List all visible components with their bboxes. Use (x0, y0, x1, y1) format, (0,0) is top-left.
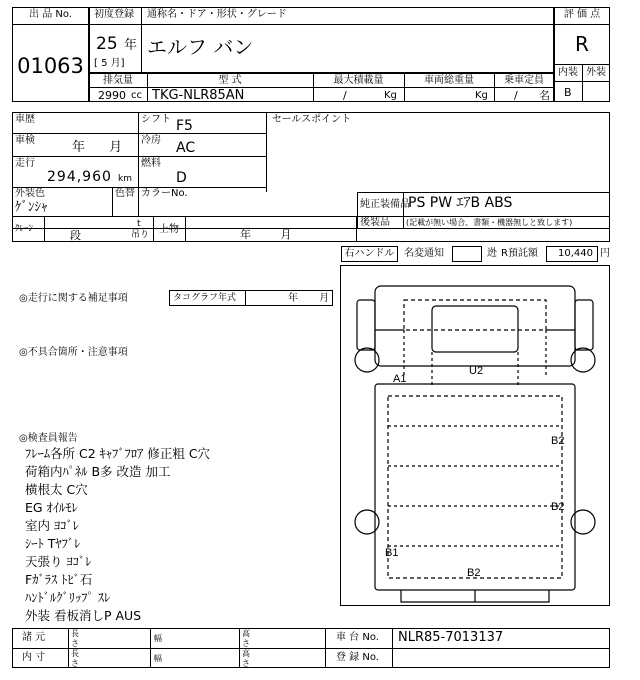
equipment-label: 純正装備品 (360, 199, 410, 210)
capacity-slash: / (514, 89, 518, 102)
first-reg-year: 25 (96, 34, 118, 54)
maxload-label: 最大積載量 (333, 75, 384, 86)
uppers-label: 上物 (159, 224, 179, 235)
maxload-unit: Kg (384, 90, 397, 101)
inspector-line: EG ｵｲﾙﾓﾚ (25, 500, 78, 515)
inspection-value: 年 月 (72, 140, 123, 155)
damage-mark: B2 (551, 501, 565, 513)
driving-note-label: ◎走行に関する補足事項 (19, 293, 128, 304)
damage-mark: A1 (393, 373, 407, 385)
lot-label: 出 品 No. (29, 9, 72, 20)
deposit-label: 迯 (487, 248, 497, 259)
rear-door (401, 590, 549, 602)
displacement-label: 排気量 (103, 75, 133, 86)
damage-mark: B1 (385, 547, 399, 559)
name-change-label: 名変通知 (404, 248, 444, 259)
interior-grade: B (564, 86, 572, 99)
inspector-line: 室内 ﾖｺﾞﾚ (25, 518, 79, 533)
inspector-line: 横根太 C穴 (25, 482, 88, 497)
recycle-amount: 10,440 (546, 246, 598, 262)
damage-mark: U2 (469, 365, 484, 377)
defects-label: ◎不具合箇所・注意事項 (19, 347, 128, 358)
cargo-ribs (388, 426, 565, 546)
mileage-unit: km (118, 174, 132, 184)
fuel-label: 燃料 (141, 158, 161, 169)
model-name: エルフ バン (147, 35, 254, 59)
tacho-label: タコグラフ年式 (173, 293, 237, 303)
displacement-value: 2990 (98, 89, 126, 102)
uppers-value: 年 月 (240, 228, 292, 241)
ext-color-value: ｹﾞﾝｼｬ (15, 200, 48, 215)
grade-label: 評 価 点 (563, 9, 601, 20)
inspector-line: ﾊﾝﾄﾞﾙｸﾞﾘｯﾌﾟ ｽﾚ (25, 590, 111, 605)
inspector-label: ◎検査員報告 (19, 433, 78, 444)
cargo-box (375, 384, 575, 590)
name-change-box (452, 246, 482, 262)
type-label: 型 式 (218, 75, 242, 86)
damage-mark: B2 (551, 435, 565, 447)
shift-value: F5 (176, 118, 193, 134)
height-label: 高さ (242, 649, 250, 668)
inspector-lines (0, 446, 340, 626)
ac-label: 冷房 (141, 135, 161, 146)
equipment-value: PS PW ｴｱB ABS (408, 195, 513, 211)
shift-label: シフト (141, 114, 171, 125)
mirror-right (575, 300, 593, 350)
yen-unit: 円 (600, 248, 610, 259)
windshield (432, 306, 518, 352)
dims-footer-label: 内 寸 (22, 652, 46, 663)
capacity-unit: 名 (539, 89, 550, 102)
length-label: 長さ (71, 649, 79, 668)
crane-hang: 吊り (131, 230, 150, 240)
cab-outline (375, 286, 575, 366)
aftermarket-label: 後装品 (360, 217, 390, 228)
inspector-line: Fｶﾞﾗｽ ﾄﾋﾞ石 (25, 572, 93, 587)
color-no-label: カラーNo. (141, 188, 188, 199)
recycle-label: R預託額 (501, 248, 538, 259)
chassis-label: 車 台 No. (336, 632, 379, 643)
mirror-left (357, 300, 375, 350)
door-left (404, 330, 432, 386)
spec-footer-label: 諸 元 (22, 632, 46, 643)
inspector-line: 外装 看板消しP AUS (25, 608, 142, 623)
color-change-label: 色替 (115, 188, 135, 199)
first-reg-month: [ 5 月] (94, 58, 125, 69)
inspector-line: 荷箱内ﾊﾟﾈﾙ B多 改造 加工 (25, 464, 171, 479)
mileage-label: 走行 (15, 158, 35, 169)
width-label: 幅 (154, 654, 162, 663)
aftermarket-note: (記載が無い場合、書類・機器無しと致します) (406, 218, 573, 227)
mileage-value: 294,960 (47, 169, 112, 185)
maxload-slash: / (343, 89, 347, 102)
year-unit: 年 (124, 38, 138, 53)
sales-point-label: セールスポイント (272, 114, 352, 125)
history-label: 車歴 (15, 114, 35, 125)
crane-t: t (137, 219, 141, 229)
inspector-line: ｼｰﾄ Tﾔﾌﾞﾚ (25, 536, 81, 551)
roof-panel (404, 300, 546, 330)
ac-value: AC (176, 140, 196, 156)
gvw-unit: Kg (475, 90, 488, 101)
cc-unit: cc (131, 90, 142, 101)
exterior-label: 外装 (586, 67, 606, 78)
interior-label: 内装 (558, 67, 578, 78)
capacity-label: 乗車定員 (504, 75, 544, 86)
registration-label: 登 録 No. (336, 652, 379, 663)
vehicle-diagram-frame (340, 265, 610, 606)
cargo-inner (388, 396, 565, 578)
damage-mark: B2 (467, 567, 481, 579)
rhd-box: 右ハンドル (341, 246, 398, 262)
door-right (518, 330, 546, 386)
grade-value: R (575, 32, 589, 56)
first-reg-label: 初度登録 (94, 9, 134, 20)
type-value: TKG-NLR85AN (152, 88, 245, 103)
length-label: 長さ (71, 629, 79, 648)
inspection-label: 車検 (15, 135, 35, 146)
model-label: 通称名・ドア・形状・グレード (147, 9, 287, 20)
truck-diagram (341, 266, 609, 605)
width-label: 幅 (154, 634, 162, 643)
fuel-value: D (176, 170, 187, 186)
inspector-line: ﾌﾚｰﾑ各所 C2 ｷｬﾌﾞﾌﾛｱ 修正粗 C穴 (25, 446, 211, 461)
chassis-number: NLR85-7013137 (398, 630, 504, 645)
crane-stage: 段 (70, 229, 81, 242)
inspector-line: 天張り ﾖｺﾞﾚ (25, 554, 92, 569)
crane-label: ｸﾚｰﾝ (15, 224, 34, 234)
tacho-value: 年 月 (288, 293, 330, 304)
height-label: 高さ (242, 629, 250, 648)
lot-number: 01063 (17, 54, 84, 78)
ext-color-label: 外装色 (15, 188, 45, 199)
gvw-label: 車両総重量 (424, 75, 474, 86)
